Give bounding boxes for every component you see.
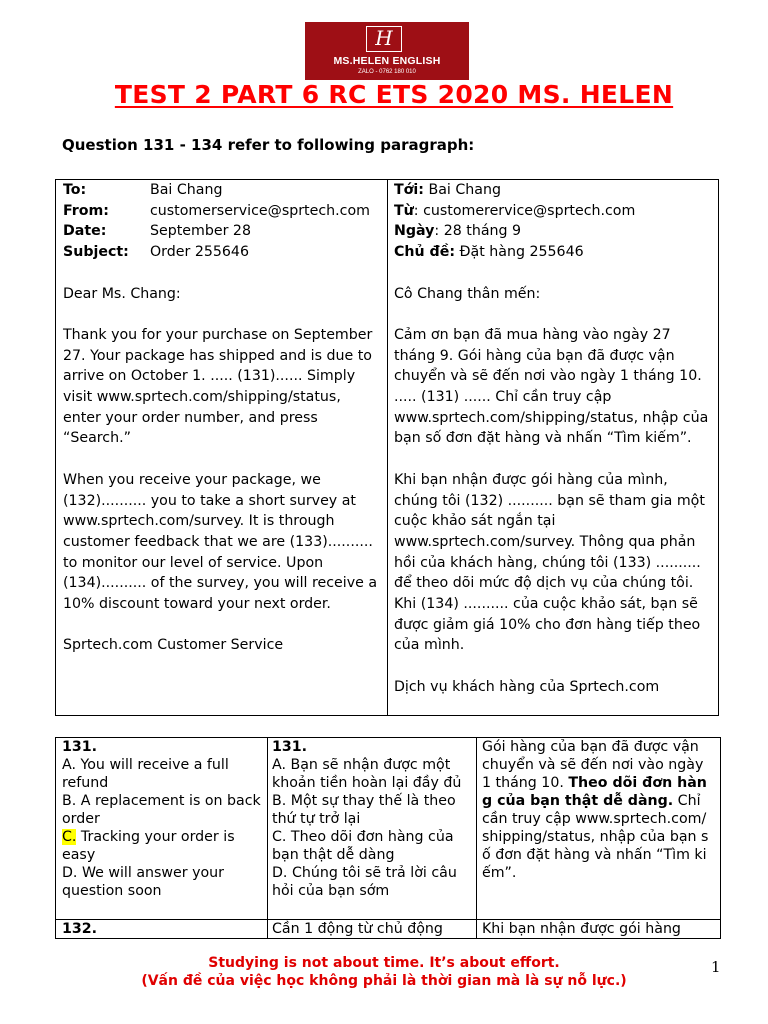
date-label: Date: [63, 223, 107, 240]
vi-to-value: Bai Chang [423, 182, 501, 198]
vi-signature: Dịch vụ khách hàng của Sprtech.com [394, 678, 660, 695]
vi-header-date [394, 221, 712, 242]
qtable-divider-2 [476, 738, 477, 938]
q131-option-c [62, 828, 262, 864]
q131-vi-option-b: B. Một sự thay thế là theo thứ tự trở lại [272, 793, 456, 827]
logo-name: MS.HELEN ENGLISH [333, 55, 441, 67]
q131-vi-option-c: C. Theo dõi đơn hàng của bạn thật dễ dàng [272, 829, 454, 863]
footer-quote-vietnamese: (Vấn đề của việc học không phải là thời gian mà là sự nỗ lực.) [141, 973, 627, 989]
q131-context-part2: Chỉ cần truy cập www.sprtech.com/shipping/status, nhập của bạn số đơn đặt hàng và nhấn “Tìm kiếm”. [482, 793, 709, 881]
greeting: Dear Ms. Chang: [63, 285, 181, 302]
vi-to-label: Tới: [394, 182, 424, 198]
header-subject [63, 242, 381, 263]
header-from [63, 201, 381, 222]
logo-h-mark: H [366, 26, 402, 52]
signature: Sprtech.com Customer Service [63, 637, 284, 654]
q131-option-b: B. A replacement is on back order [62, 793, 261, 827]
q131-vi-option-a: A. Bạn sẽ nhận được một khoản tiền hoàn lại đầy đủ [272, 757, 462, 791]
from-label: From: [63, 202, 109, 219]
passage-vietnamese [394, 180, 712, 698]
q131-vi-option-d: D. Chúng tôi sẽ trả lời câu hỏi của bạn sớm [272, 865, 457, 899]
vi-subject-label: Chủ đề: [394, 244, 456, 261]
vi-from-value: : customerervice@sprtech.com [413, 202, 636, 219]
to-label: To: [63, 182, 87, 198]
q131-answer-highlight: C. [62, 829, 77, 845]
q131-vietnamese-options [272, 738, 472, 900]
subject-value: Order 255646 [150, 244, 249, 261]
to-value: Bai Chang [150, 182, 223, 198]
brand-logo [305, 22, 469, 80]
q131-option-a: A. You will receive a full refund [62, 757, 229, 791]
q132-context: Khi bạn nhận được gói hàng [482, 921, 681, 937]
vi-header-to [394, 180, 712, 201]
footer-quote-english: Studying is not about time. It’s about effort. [208, 955, 560, 971]
header-date [63, 221, 381, 242]
vi-paragraph-1: Cảm ơn bạn đã mua hàng vào ngày 27 tháng 9. Gói hàng của bạn đã được vận chuyển và sẽ đến nơi vào ngày 1 tháng 10. ..... (131) ...... Chỉ cần truy cập www.sprtech.com/shipping/status, nhập của bạn số đơn đặt hàng và nhấn “Tìm kiếm”. [394, 326, 709, 447]
q131-context-part1: Gói hàng của bạn đã được vận chuyển và sẽ đến nơi vào ngày 1 tháng 10. [482, 739, 704, 791]
passage-table [55, 179, 719, 716]
instruction: Question 131 - 134 refer to following paragraph: [62, 136, 475, 154]
q131-vi-number: 131. [272, 739, 308, 755]
vi-from-label: Từ [394, 202, 414, 219]
from-value: customerservice@sprtech.com [150, 202, 370, 219]
vi-greeting: Cô Chang thân mến: [394, 285, 541, 302]
page-number: 1 [711, 958, 721, 976]
qtable-divider-1 [267, 738, 268, 938]
page-title: TEST 2 PART 6 RC ETS 2020 MS. HELEN [114, 80, 674, 109]
subject-label: Subject: [63, 244, 129, 261]
paragraph-1: Thank you for your purchase on September 27. Your package has shipped and is due to arrive on October 1. ..... (131)...... Simply visit www.sprtech.com/shipping/status, enter your order number, and press “Search.” [63, 326, 373, 447]
passage-english [63, 180, 381, 656]
date-value: September 28 [150, 223, 251, 240]
vi-date-value: : 28 tháng 9 [434, 223, 522, 240]
q131-option-c-text: Tracking your order is easy [62, 829, 235, 863]
vi-paragraph-2: Khi bạn nhận được gói hàng của mình, chúng tôi (132) .......... bạn sẽ tham gia một cuộc khảo sát ngắn tại www.sprtech.com/survey. Thông qua phản hồi của khách hàng, chúng tôi (133) .......... để theo dõi mức độ dịch vụ của chúng tôi. Khi (134) .......... của cuộc khảo sát, bạn sẽ được giảm giá 10% cho đơn hàng tiếp theo của mình. [394, 471, 705, 654]
vi-date-label: Ngày [394, 223, 435, 240]
vi-subject-value: Đặt hàng 255646 [455, 244, 584, 261]
q131-context-answer: Theo dõi đơn hàng của bạn thật dễ dàng. [482, 775, 707, 809]
q132-vietnamese: Cần 1 động từ chủ động [272, 921, 443, 937]
paragraph-2: When you receive your package, we (132).......... you to take a short survey at www.sprtech.com/survey. It is through customer feedback that we are (133).......... to monitor our level of service. Upon (134).......... of the survey, you will receive a 10% discount toward your next order. [63, 471, 378, 613]
logo-zalo: ZALO - 0762 180 010 [358, 69, 416, 75]
q131-option-d: D. We will answer your question soon [62, 865, 224, 899]
q131-number: 131. [62, 739, 98, 755]
question-table [55, 737, 721, 939]
vi-header-subject [394, 242, 712, 263]
header-to [63, 180, 381, 201]
q132-number: 132. [62, 921, 98, 937]
q131-english-options [62, 738, 262, 900]
q131-context [482, 738, 710, 882]
passage-divider [387, 180, 388, 715]
vi-header-from [394, 201, 712, 222]
